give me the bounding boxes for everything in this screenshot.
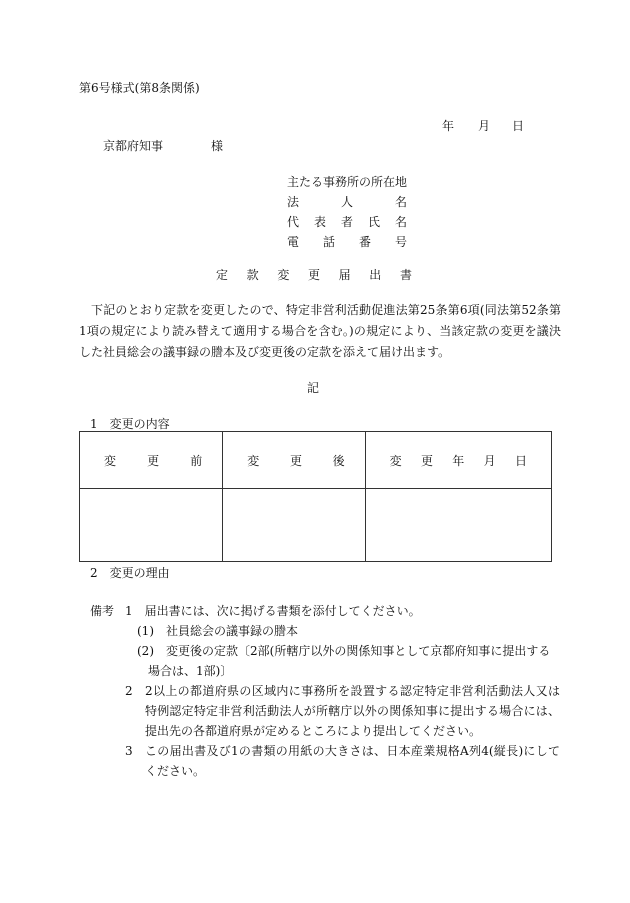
remark-1-b-line2: 場合は、1部)〕 (148, 664, 233, 678)
ki-heading: 記 (307, 381, 320, 395)
addressee (103, 139, 223, 154)
char: 更 (289, 453, 302, 468)
cell-after[interactable] (223, 489, 365, 562)
char: 款 (246, 268, 259, 282)
char: 変 (247, 453, 260, 468)
char: 代 (287, 215, 300, 229)
addressee-honorific: 様 (211, 139, 224, 153)
char: 号 (394, 235, 407, 249)
char: 日 (514, 453, 527, 468)
char: 更 (420, 453, 433, 468)
applicant-corp-name-label (287, 195, 407, 215)
section2-heading: 2 変更の理由 (90, 566, 170, 580)
char: 番 (358, 235, 371, 249)
applicant-block (287, 175, 407, 255)
date-month: 月 (478, 119, 491, 133)
cell-change-date[interactable] (365, 489, 551, 562)
header-change-date (365, 432, 551, 489)
form-number: 第6号様式(第8条関係) (79, 81, 200, 95)
addressee-gov: 京都府知事 (103, 139, 164, 153)
date-line (442, 119, 524, 134)
header-after (223, 432, 365, 489)
char: 出 (369, 268, 382, 282)
applicant-phone-label (287, 235, 407, 255)
char: 更 (307, 268, 320, 282)
table-header-row (80, 432, 552, 489)
document-title (216, 268, 412, 283)
remark-3 (90, 741, 560, 781)
char: 変 (277, 268, 290, 282)
remark-2-text: 2以上の都道府県の区域内に事務所を設置する認定特定非営利活動法人又は特例認定特定非営利活動法人が所轄庁以外の関係知事に提出する場合には、提出先の各都道府県が定めるところにより提出してください。 (145, 684, 560, 738)
remarks-label: 備考 (90, 604, 115, 618)
char: 電 (287, 235, 300, 249)
char: 更 (147, 453, 160, 468)
char: 変 (389, 453, 402, 468)
cell-before[interactable] (80, 489, 223, 562)
remark-3-text: この届出書及び1の書類の用紙の大きさは、日本産業規格A列4(縦長)にしてください。 (145, 744, 560, 778)
remark-1-a: (1) 社員総会の議事録の謄本 (137, 624, 298, 638)
remark-1-text: 1 届出書には、次に掲げる書類を添付してください。 (125, 604, 421, 618)
char: 月 (483, 453, 496, 468)
char: 法 (287, 195, 300, 209)
char: 後 (332, 453, 345, 468)
remark-2 (90, 681, 560, 741)
applicant-rep-name-label (287, 215, 407, 235)
date-day: 日 (512, 119, 525, 133)
applicant-office-label: 主たる事務所の所在地 (287, 175, 408, 189)
char: 書 (399, 268, 412, 282)
char: 者 (340, 215, 353, 229)
char: 名 (394, 195, 407, 209)
char: 話 (322, 235, 335, 249)
changes-table (79, 431, 552, 562)
char: 人 (340, 195, 353, 209)
char: 氏 (367, 215, 380, 229)
body-paragraph: 下記のとおり定款を変更したので、特定非営利活動促進法第25条第6項(同法第52条第1項の規定により読み替えて適用する場合を含む。)の規定により、当該定款の変更を議決した社員総会の議事録の謄本及び変更後の定款を添えて届け出ます。 (79, 303, 561, 359)
char: 届 (338, 268, 351, 282)
char: 表 (313, 215, 326, 229)
remark-2-num: 2 (125, 684, 133, 698)
char: 年 (452, 453, 465, 468)
char: 前 (190, 453, 203, 468)
remark-1-b-line1: (2) 変更後の定款〔2部(所轄庁以外の関係知事として京都府知事に提出する (137, 644, 551, 658)
char: 定 (216, 268, 229, 282)
char: 名 (394, 215, 407, 229)
char: 変 (104, 453, 117, 468)
remarks-block (90, 601, 560, 781)
remark-1 (90, 601, 560, 621)
section1-heading: 1 変更の内容 (90, 417, 170, 431)
remark-3-num: 3 (125, 744, 133, 758)
header-before (80, 432, 223, 489)
date-year: 年 (442, 119, 455, 133)
table-body-row (80, 489, 552, 562)
